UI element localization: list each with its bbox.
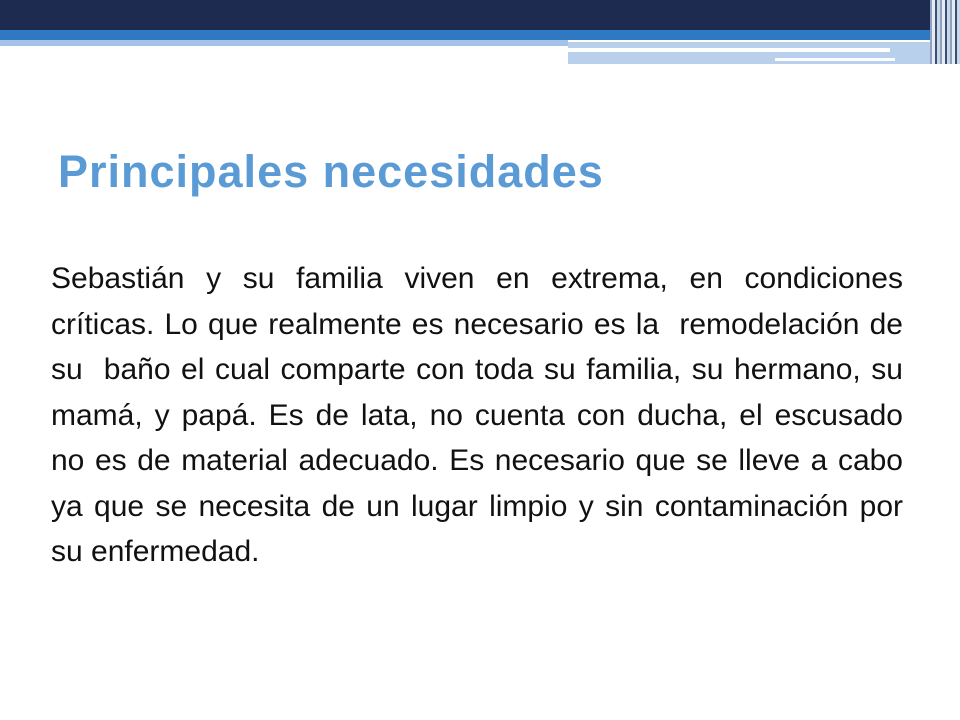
header-band-blue [0,30,960,40]
slide-title: Principales necesidades [58,146,604,197]
slide-body-text: Sebastián y su familia viven en extrema, en condiciones críticas. Lo que realmente es necesario es la remodelación de su baño el cual comparte con toda su familia, su hermano, su mamá, y papá. Es de lata, no cuenta con ducha, el escusado no es de material adecuado. Es necesario que se lleve a cabo ya que se necesita de un lugar limpio y sin contaminación por su enfermedad. [51,262,912,568]
header-band-navy [0,0,960,30]
header-accent-line [568,48,890,52]
header-accent-line-2 [775,58,895,61]
header-stripes [930,0,960,64]
header-band-light [0,40,568,46]
